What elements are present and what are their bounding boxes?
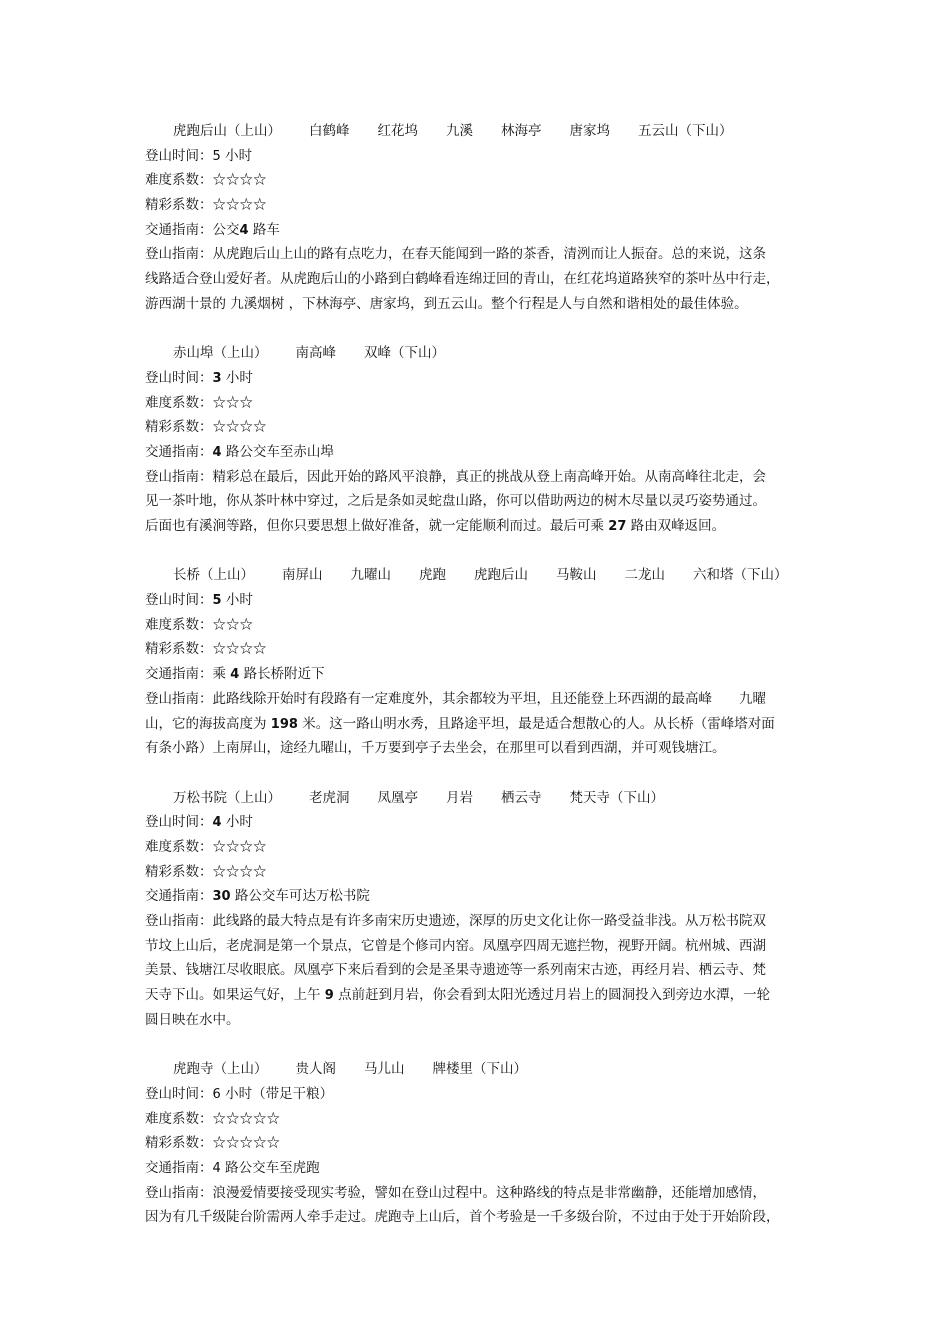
guide-line: 登山指南：精彩总在最后，因此开始的路风平浪静，真正的挑战从登上南高峰开始。从南高峰往北走，会 <box>145 468 766 485</box>
section-gap <box>145 539 813 564</box>
section-gap <box>145 317 813 342</box>
route-stop: 万松书院（上山） <box>173 789 281 806</box>
climb-time-unit: 小时 <box>221 814 253 831</box>
route-stop: 马儿山 <box>364 1061 405 1078</box>
guide-line: 有条小路）上南屏山，途经九曜山，千万要到亭子去坐会，在那里可以看到西湖，并可观钱塘江。 <box>145 740 726 757</box>
transport-detail: 路长桥附近下 <box>239 666 325 683</box>
transport-prefix: 公交 <box>212 221 240 238</box>
highlight-label: 精彩系数： <box>145 863 213 880</box>
highlight-stars: ☆☆☆☆ <box>212 197 267 214</box>
route-stop: 唐家坞 <box>569 123 610 139</box>
route-stop: 红花坞 <box>377 123 418 139</box>
transport-label: 交通指南： <box>145 888 213 905</box>
route-stop: 梵天寺（下山） <box>569 789 664 806</box>
route-stop: 九溪 <box>446 123 473 139</box>
transport-guide <box>145 884 813 909</box>
highlight-stars: ☆☆☆☆☆ <box>212 1135 280 1152</box>
guide-line: 美景、钱塘江尽收眼底。凤凰亭下来后看到的会是圣果寺遗迹等一系列南宋古迹，再经月岩、栖云寺、梵 <box>145 962 766 979</box>
climb-guide <box>145 687 813 761</box>
climb-time <box>145 366 813 391</box>
transport-label: 交通指南： <box>145 443 213 460</box>
climb-time-value: 3 <box>212 370 222 386</box>
route-stop: 南高峰 <box>295 345 336 362</box>
guide-line: 山，它的海拔高度为 198 米。这一路山明水秀，且路途平坦，最是适合想散心的人。从长桥（雷峰塔对面 <box>145 715 775 732</box>
bus-route-number: 4 <box>239 222 249 238</box>
transport-prefix: 乘 <box>212 666 231 683</box>
guide-number: 27 <box>608 519 627 534</box>
route-section <box>145 563 813 785</box>
climb-time-label: 登山时间： <box>145 592 213 609</box>
guide-line: 游西湖十景的 九溪烟树 ，下林海亭、唐家坞，到五云山。整个行程是人与自然和谐相处的最佳体验。 <box>145 295 748 312</box>
climb-time-unit: 小时 <box>221 369 253 386</box>
difficulty-rating <box>145 1107 813 1132</box>
guide-line: 因为有几千级陡台阶需两人牵手走过。虎跑寺上山后，首个考验是一千多级台阶，不过由于处于开始阶段， <box>145 1209 780 1226</box>
climb-time-value: 4 <box>212 815 222 831</box>
guide-line: 登山指南：此线路的最大特点是有许多南宋历史遗迹，深厚的历史文化让你一路受益非浅。从万松书院双 <box>145 913 766 929</box>
route-stop: 牌楼里（下山） <box>432 1061 527 1078</box>
difficulty-rating <box>145 613 813 638</box>
guide-number: 9 <box>324 988 334 1004</box>
transport-detail: 路车 <box>248 221 280 238</box>
route-stop: 虎跑 <box>419 567 446 584</box>
route-stop: 凤凰亭 <box>377 789 418 806</box>
route-stop: 二龙山 <box>624 567 665 584</box>
highlight-rating <box>145 860 813 885</box>
guide-line: 后面也有溪涧等路，但你只要思想上做好准备，就一定能顺利而过。最后可乘 27 路由双峰返回。 <box>145 518 726 534</box>
route-stop: 双峰（下山） <box>364 345 445 362</box>
climb-time-value: 5 <box>212 593 222 609</box>
climb-guide <box>145 1181 813 1230</box>
climb-guide <box>145 909 813 1032</box>
route-stop: 贵人阁 <box>295 1061 336 1078</box>
difficulty-label: 难度系数： <box>145 616 213 633</box>
route-line <box>145 119 813 144</box>
climb-time-value: 6 <box>212 1086 221 1102</box>
guide-line: 登山指南：此路线除开始时有段路有一定难度外，其余都较为平坦，且还能登上环西湖的最高峰 九曜 <box>145 690 766 707</box>
guide-line: 线路适合登山爱好者。从虎跑后山的小路到白鹤峰看连绵迂回的青山，在红花坞道路狭窄的茶叶丛中行走， <box>145 271 780 288</box>
bus-route-number: 4 <box>212 444 222 460</box>
transport-guide <box>145 218 813 243</box>
route-stop: 栖云寺 <box>501 789 542 806</box>
climb-time-label: 登山时间： <box>145 147 213 164</box>
climb-time-unit: 小时（带足干粮） <box>220 1085 334 1102</box>
highlight-rating <box>145 193 813 218</box>
highlight-label: 精彩系数： <box>145 641 213 658</box>
climb-time-label: 登山时间： <box>145 814 213 831</box>
route-stop: 林海亭 <box>501 123 542 139</box>
guide-line: 见一茶叶地，你从茶叶林中穿过，之后是条如灵蛇盘山路，你可以借助两边的树木尽量以灵巧姿势通过。 <box>145 493 766 510</box>
route-section <box>145 119 813 341</box>
climb-time-unit: 小时 <box>220 147 253 164</box>
difficulty-rating <box>145 835 813 860</box>
transport-label: 交通指南： <box>145 666 213 683</box>
difficulty-label: 难度系数： <box>145 838 213 855</box>
difficulty-rating <box>145 168 813 193</box>
climb-time-label: 登山时间： <box>145 369 213 386</box>
route-stop: 老虎洞 <box>309 789 350 806</box>
climb-time-unit: 小时 <box>221 592 253 609</box>
route-stop: 马鞍山 <box>556 567 597 584</box>
climb-guide <box>145 465 813 539</box>
section-gap <box>145 1032 813 1057</box>
highlight-label: 精彩系数： <box>145 419 213 436</box>
difficulty-rating <box>145 391 813 416</box>
bus-route-number: 4 <box>212 1160 221 1176</box>
guide-line: 圆日映在水中。 <box>145 1011 240 1028</box>
highlight-rating <box>145 415 813 440</box>
difficulty-stars: ☆☆☆☆ <box>212 172 267 189</box>
climb-guide <box>145 242 813 316</box>
route-stop: 赤山埠（上山） <box>173 345 268 362</box>
transport-guide <box>145 440 813 465</box>
difficulty-stars: ☆☆☆ <box>212 394 253 411</box>
climb-time <box>145 588 813 613</box>
route-section <box>145 786 813 1058</box>
route-stop: 月岩 <box>446 789 473 806</box>
climb-time <box>145 810 813 835</box>
guide-line: 登山指南：从虎跑后山上山的路有点吃力，在春天能闻到一路的茶香，清洌而让人振奋。总的来说，这条 <box>145 246 766 263</box>
route-stop: 虎跑后山（上山） <box>173 123 281 139</box>
route-line <box>145 341 813 366</box>
highlight-label: 精彩系数： <box>145 197 213 214</box>
highlight-stars: ☆☆☆☆ <box>212 863 267 880</box>
route-line <box>145 786 813 811</box>
route-section <box>145 1057 813 1230</box>
difficulty-stars: ☆☆☆☆ <box>212 838 267 855</box>
route-line <box>145 563 813 588</box>
route-stop: 虎跑后山 <box>474 567 528 584</box>
difficulty-stars: ☆☆☆ <box>212 616 253 633</box>
transport-guide <box>145 1156 813 1181</box>
highlight-rating <box>145 1131 813 1156</box>
difficulty-label: 难度系数： <box>145 1110 213 1127</box>
climb-time <box>145 144 813 169</box>
guide-line: 天寺下山。如果运气好，上午 9 点前赶到月岩，你会看到太阳光透过月岩上的圆洞投入到旁边水潭，一轮 <box>145 987 771 1004</box>
climb-time-label: 登山时间： <box>145 1085 213 1102</box>
bus-route-number: 30 <box>212 889 231 905</box>
transport-label: 交通指南： <box>145 1159 213 1176</box>
route-line <box>145 1057 813 1082</box>
climb-time-value: 5 <box>212 148 221 164</box>
route-stop: 九曜山 <box>350 567 391 584</box>
route-stop: 五云山（下山） <box>638 123 733 139</box>
route-stop: 六和塔（下山） <box>693 567 788 584</box>
guide-line: 节坟上山后，老虎洞是第一个景点，它曾是个修司内窑。凤凰亭四周无遮拦物，视野开阔。杭州城、西湖 <box>145 937 766 954</box>
difficulty-label: 难度系数： <box>145 394 213 411</box>
difficulty-stars: ☆☆☆☆☆ <box>212 1110 280 1127</box>
highlight-stars: ☆☆☆☆ <box>212 641 267 658</box>
bus-route-number: 4 <box>230 667 240 683</box>
transport-detail: 路公交车至赤山埠 <box>221 443 334 460</box>
transport-label: 交通指南： <box>145 221 213 238</box>
route-section <box>145 341 813 563</box>
highlight-stars: ☆☆☆☆ <box>212 419 267 436</box>
route-stop: 白鹤峰 <box>309 123 350 139</box>
transport-guide <box>145 662 813 687</box>
guide-line: 登山指南：浪漫爱情要接受现实考验，譬如在登山过程中。这种路线的特点是非常幽静，还能增加感情， <box>145 1184 766 1201</box>
difficulty-label: 难度系数： <box>145 172 213 189</box>
climb-time <box>145 1082 813 1107</box>
transport-detail: 路公交车可达万松书院 <box>230 888 370 905</box>
section-gap <box>145 761 813 786</box>
guide-number: 198 <box>270 716 298 732</box>
transport-detail: 路公交车至虎跑 <box>220 1159 320 1176</box>
route-stop: 虎跑寺（上山） <box>173 1061 268 1078</box>
route-stop: 长桥（上山） <box>173 567 254 584</box>
highlight-rating <box>145 637 813 662</box>
document-body <box>145 119 813 1230</box>
route-stop: 南屏山 <box>282 567 323 584</box>
highlight-label: 精彩系数： <box>145 1135 213 1152</box>
